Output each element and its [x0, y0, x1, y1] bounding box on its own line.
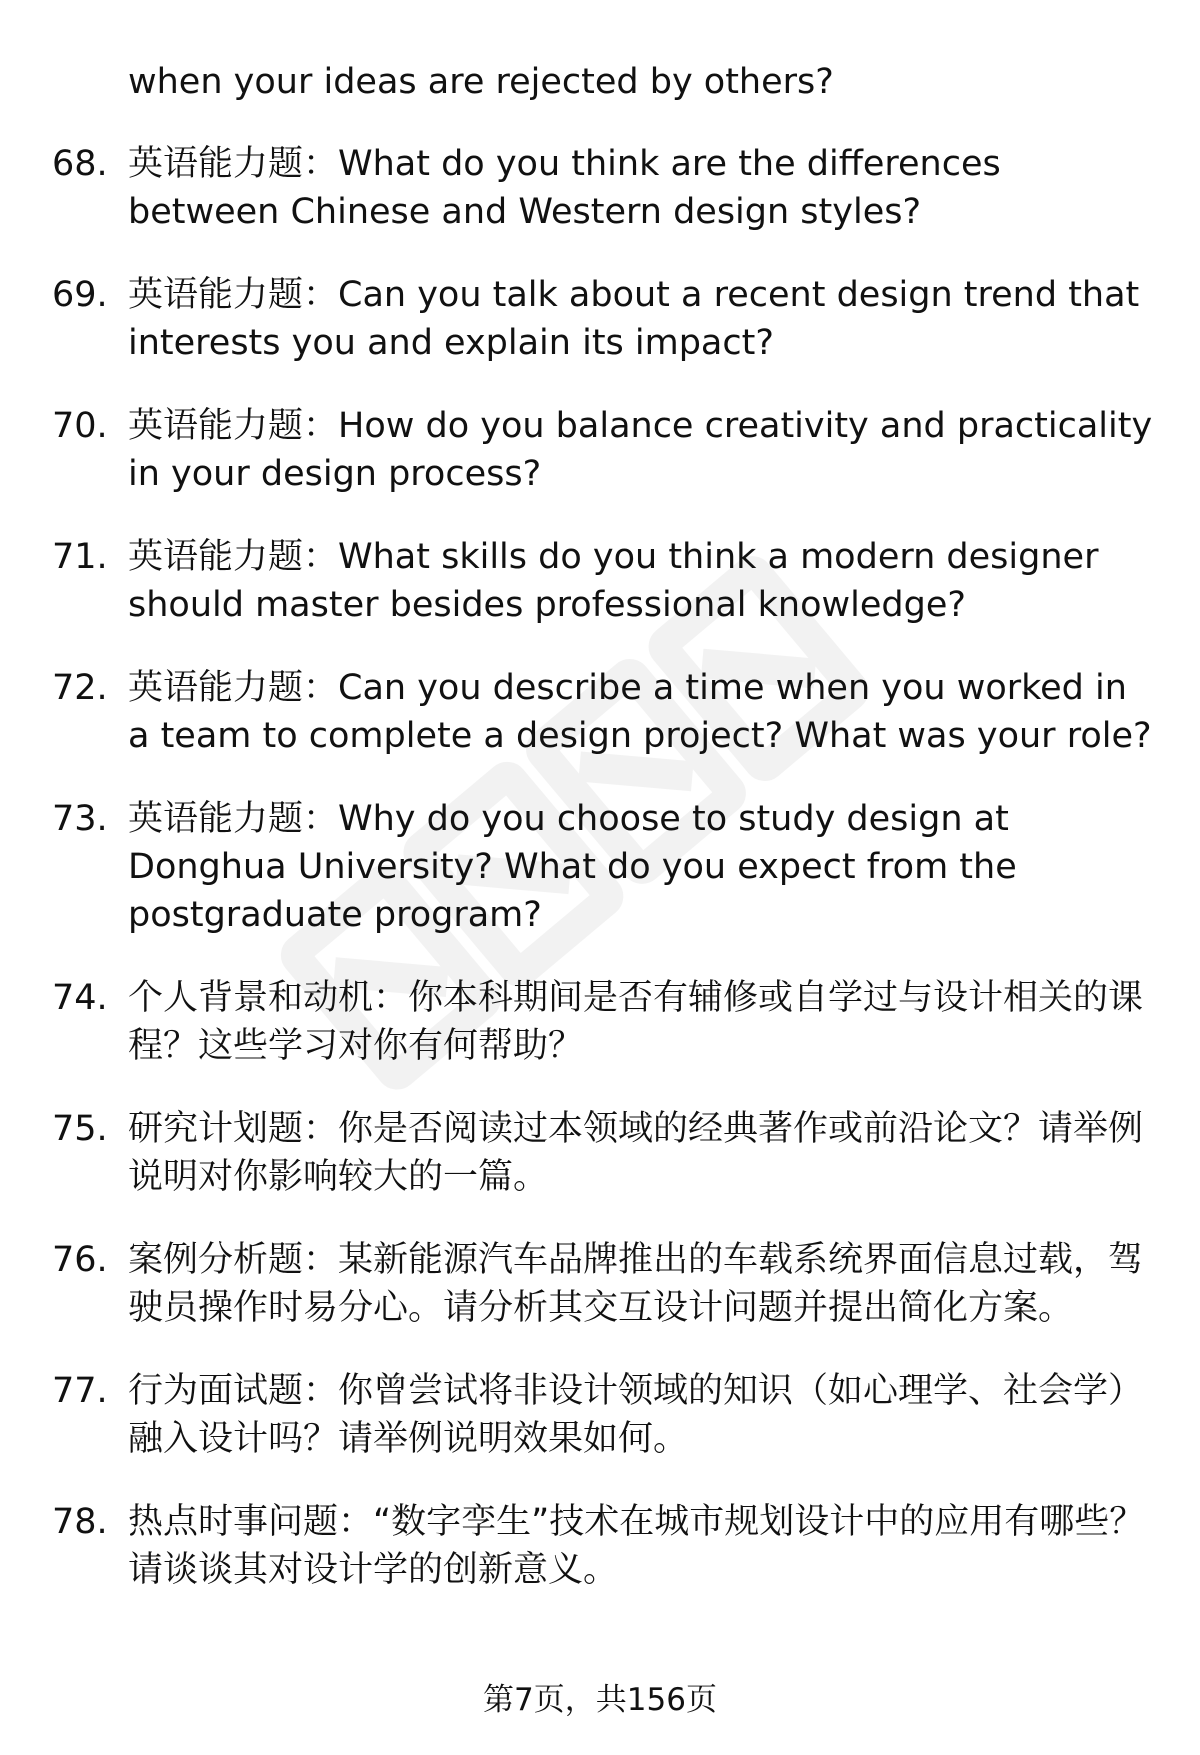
question-number: 73. — [52, 799, 108, 839]
question-item — [0, 795, 1200, 939]
question-number: 68. — [52, 144, 108, 184]
continuation-text: when your ideas are rejected by others? — [128, 62, 834, 102]
question-item — [0, 140, 1200, 236]
question-number: 76. — [52, 1240, 108, 1280]
question-number: 69. — [52, 275, 108, 315]
question-number: 71. — [52, 537, 108, 577]
question-item — [0, 1498, 1200, 1594]
question-text: 行为面试题：你曾尝试将非设计领域的知识（如心理学、社会学）融入设计吗？请举例说明效果如何。 — [128, 1371, 1144, 1459]
question-number: 77. — [52, 1371, 108, 1411]
question-text: 案例分析题：某新能源汽车品牌推出的车载系统界面信息过载，驾驶员操作时易分心。请分析其交互设计问题并提出简化方案。 — [128, 1240, 1144, 1328]
question-text: 英语能力题：How do you balance creativity and practicality in your design process? — [128, 406, 1153, 494]
question-item — [0, 533, 1200, 629]
question-item — [0, 1236, 1200, 1332]
question-text: 个人背景和动机：你本科期间是否有辅修或自学过与设计相关的课程？这些学习对你有何帮助？ — [128, 978, 1144, 1066]
question-text: 英语能力题：What skills do you think a modern designer should master besides professional knowledge? — [128, 537, 1099, 625]
question-item — [0, 402, 1200, 498]
question-number: 72. — [52, 668, 108, 708]
question-item — [0, 664, 1200, 760]
question-text: 英语能力题：Why do you choose to study design at Donghua University? What do you expect from the postgraduate program? — [128, 799, 1017, 935]
question-text: 英语能力题：What do you think are the differences between Chinese and Western design styles? — [128, 144, 1001, 232]
question-text: 英语能力题：Can you talk about a recent design trend that interests you and explain its impact? — [128, 275, 1140, 363]
question-list — [0, 140, 1200, 1629]
question-text: 英语能力题：Can you describe a time when you worked in a team to complete a design project? What was your role? — [128, 668, 1152, 756]
question-item — [0, 1105, 1200, 1201]
question-number: 74. — [52, 978, 108, 1018]
question-item — [0, 1367, 1200, 1463]
page-footer: 第7页，共156页 — [483, 1682, 717, 1718]
question-number: 75. — [52, 1109, 108, 1149]
question-item — [0, 974, 1200, 1070]
question-number: 78. — [52, 1502, 108, 1542]
question-number: 70. — [52, 406, 108, 446]
question-item — [0, 271, 1200, 367]
question-text: 研究计划题：你是否阅读过本领域的经典著作或前沿论文？请举例说明对你影响较大的一篇。 — [128, 1109, 1144, 1197]
question-text: 热点时事问题：“数字孪生”技术在城市规划设计中的应用有哪些？请谈谈其对设计学的创新意义。 — [128, 1502, 1145, 1590]
